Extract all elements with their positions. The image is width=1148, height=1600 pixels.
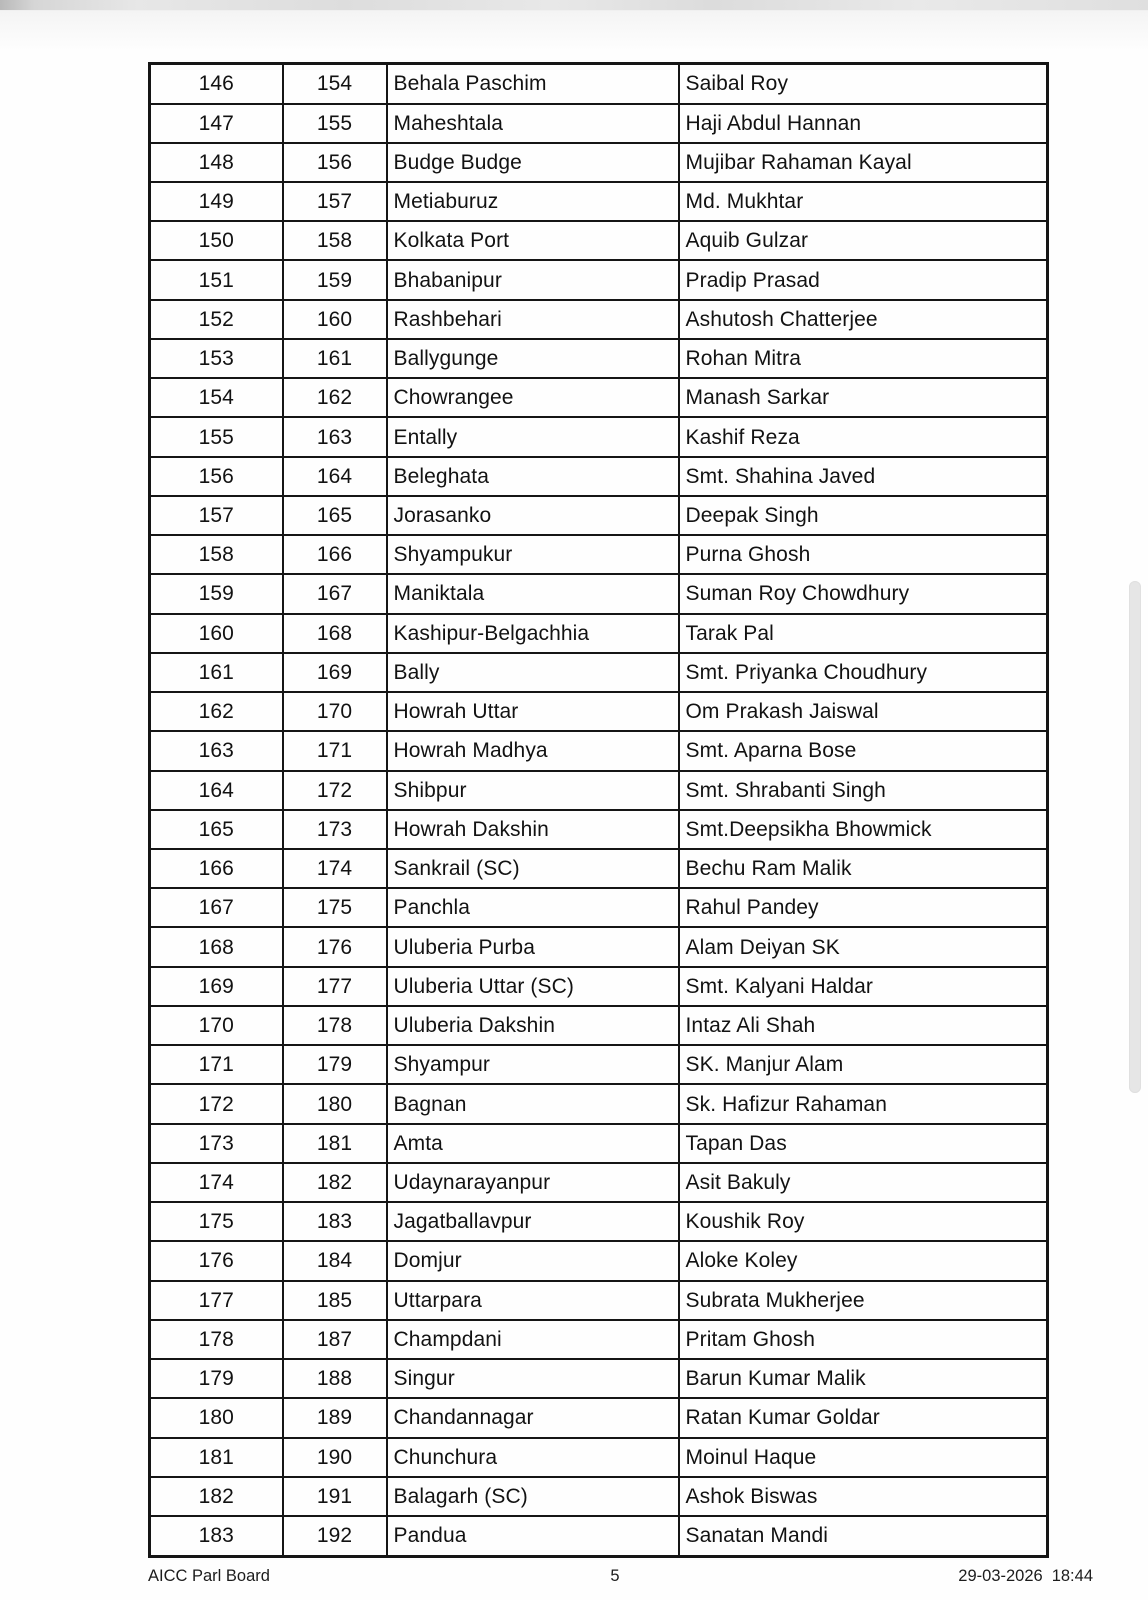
serial-number-cell: 151 — [150, 260, 283, 299]
candidate-cell: Saibal Roy — [679, 64, 1048, 104]
candidate-cell: Sanatan Mandi — [679, 1516, 1048, 1557]
footer-page-number: 5 — [610, 1567, 620, 1585]
page-footer — [0, 1567, 1148, 1589]
candidate-cell: Rahul Pandey — [679, 888, 1048, 927]
ac-number-cell: 177 — [283, 967, 387, 1006]
candidate-cell: Pradip Prasad — [679, 260, 1048, 299]
serial-number-cell: 176 — [150, 1241, 283, 1280]
ac-number-cell: 162 — [283, 378, 387, 417]
constituency-cell: Udaynarayanpur — [387, 1163, 679, 1202]
constituency-cell: Chowrangee — [387, 378, 679, 417]
ac-number-cell: 185 — [283, 1281, 387, 1320]
ac-number-cell: 155 — [283, 104, 387, 143]
table-row — [150, 1281, 1048, 1320]
table-row — [150, 1398, 1048, 1437]
constituency-cell: Chandannagar — [387, 1398, 679, 1437]
table-row — [150, 927, 1048, 966]
table-row — [150, 653, 1048, 692]
ac-number-cell: 190 — [283, 1438, 387, 1477]
table-row — [150, 535, 1048, 574]
footer-datetime — [958, 1567, 1093, 1586]
table-row — [150, 339, 1048, 378]
serial-number-cell: 147 — [150, 104, 283, 143]
footer-time: 18:44 — [1051, 1567, 1093, 1585]
serial-number-cell: 170 — [150, 1006, 283, 1045]
serial-number-cell: 156 — [150, 457, 283, 496]
candidate-cell: Purna Ghosh — [679, 535, 1048, 574]
ac-number-cell: 192 — [283, 1516, 387, 1557]
table-row — [150, 574, 1048, 613]
candidate-table — [148, 62, 1049, 1558]
page-top-shade — [0, 11, 1148, 56]
table-row — [150, 182, 1048, 221]
table-row — [150, 1124, 1048, 1163]
table-row — [150, 614, 1048, 653]
ac-number-cell: 167 — [283, 574, 387, 613]
candidate-cell: Smt. Shrabanti Singh — [679, 771, 1048, 810]
table-row — [150, 300, 1048, 339]
serial-number-cell: 174 — [150, 1163, 283, 1202]
constituency-cell: Domjur — [387, 1241, 679, 1280]
footer-doc-label: AICC Parl Board — [148, 1567, 270, 1585]
constituency-cell: Champdani — [387, 1320, 679, 1359]
constituency-cell: Shyampur — [387, 1045, 679, 1084]
constituency-cell: Uttarpara — [387, 1281, 679, 1320]
candidate-cell: Smt.Deepsikha Bhowmick — [679, 810, 1048, 849]
ac-number-cell: 159 — [283, 260, 387, 299]
table-row — [150, 1163, 1048, 1202]
ac-number-cell: 171 — [283, 731, 387, 770]
candidate-cell: Smt. Aparna Bose — [679, 731, 1048, 770]
vertical-scrollbar-thumb[interactable] — [1129, 581, 1141, 1093]
ac-number-cell: 160 — [283, 300, 387, 339]
constituency-cell: Uluberia Purba — [387, 927, 679, 966]
ac-number-cell: 161 — [283, 339, 387, 378]
candidate-cell: Deepak Singh — [679, 496, 1048, 535]
serial-number-cell: 164 — [150, 771, 283, 810]
constituency-cell: Howrah Dakshin — [387, 810, 679, 849]
ac-number-cell: 163 — [283, 417, 387, 456]
window-top-edge — [0, 0, 1148, 11]
candidate-cell: Sk. Hafizur Rahaman — [679, 1084, 1048, 1123]
candidate-table-body — [150, 64, 1048, 1557]
constituency-cell: Ballygunge — [387, 339, 679, 378]
constituency-cell: Shibpur — [387, 771, 679, 810]
ac-number-cell: 184 — [283, 1241, 387, 1280]
ac-number-cell: 182 — [283, 1163, 387, 1202]
table-row — [150, 1006, 1048, 1045]
ac-number-cell: 157 — [283, 182, 387, 221]
candidate-cell: Ashutosh Chatterjee — [679, 300, 1048, 339]
constituency-cell: Budge Budge — [387, 143, 679, 182]
table-row — [150, 64, 1048, 104]
ac-number-cell: 180 — [283, 1084, 387, 1123]
constituency-cell: Bagnan — [387, 1084, 679, 1123]
candidate-cell: Smt. Kalyani Haldar — [679, 967, 1048, 1006]
table-row — [150, 1438, 1048, 1477]
constituency-cell: Entally — [387, 417, 679, 456]
serial-number-cell: 180 — [150, 1398, 283, 1437]
constituency-cell: Panchla — [387, 888, 679, 927]
constituency-cell: Behala Paschim — [387, 64, 679, 104]
constituency-cell: Sankrail (SC) — [387, 849, 679, 888]
table-row — [150, 692, 1048, 731]
table-row — [150, 849, 1048, 888]
ac-number-cell: 173 — [283, 810, 387, 849]
constituency-cell: Bally — [387, 653, 679, 692]
candidate-cell: Suman Roy Chowdhury — [679, 574, 1048, 613]
ac-number-cell: 158 — [283, 221, 387, 260]
ac-number-cell: 156 — [283, 143, 387, 182]
constituency-cell: Shyampukur — [387, 535, 679, 574]
candidate-cell: Ashok Biswas — [679, 1477, 1048, 1516]
serial-number-cell: 157 — [150, 496, 283, 535]
serial-number-cell: 177 — [150, 1281, 283, 1320]
serial-number-cell: 171 — [150, 1045, 283, 1084]
serial-number-cell: 154 — [150, 378, 283, 417]
serial-number-cell: 155 — [150, 417, 283, 456]
candidate-cell: Alam Deiyan SK — [679, 927, 1048, 966]
serial-number-cell: 150 — [150, 221, 283, 260]
candidate-cell: Aquib Gulzar — [679, 221, 1048, 260]
constituency-cell: Rashbehari — [387, 300, 679, 339]
table-row — [150, 1320, 1048, 1359]
candidate-cell: Moinul Haque — [679, 1438, 1048, 1477]
serial-number-cell: 146 — [150, 64, 283, 104]
constituency-cell: Kashipur-Belgachhia — [387, 614, 679, 653]
constituency-cell: Jagatballavpur — [387, 1202, 679, 1241]
ac-number-cell: 154 — [283, 64, 387, 104]
table-row — [150, 104, 1048, 143]
serial-number-cell: 148 — [150, 143, 283, 182]
candidate-cell: Intaz Ali Shah — [679, 1006, 1048, 1045]
constituency-cell: Pandua — [387, 1516, 679, 1557]
constituency-cell: Beleghata — [387, 457, 679, 496]
serial-number-cell: 159 — [150, 574, 283, 613]
candidate-cell: Barun Kumar Malik — [679, 1359, 1048, 1398]
serial-number-cell: 178 — [150, 1320, 283, 1359]
serial-number-cell: 163 — [150, 731, 283, 770]
serial-number-cell: 161 — [150, 653, 283, 692]
table-row — [150, 1241, 1048, 1280]
table-row — [150, 143, 1048, 182]
serial-number-cell: 181 — [150, 1438, 283, 1477]
serial-number-cell: 167 — [150, 888, 283, 927]
ac-number-cell: 187 — [283, 1320, 387, 1359]
serial-number-cell: 160 — [150, 614, 283, 653]
serial-number-cell: 172 — [150, 1084, 283, 1123]
ac-number-cell: 170 — [283, 692, 387, 731]
serial-number-cell: 183 — [150, 1516, 283, 1557]
ac-number-cell: 179 — [283, 1045, 387, 1084]
table-row — [150, 1084, 1048, 1123]
candidate-cell: Smt. Priyanka Choudhury — [679, 653, 1048, 692]
ac-number-cell: 181 — [283, 1124, 387, 1163]
table-row — [150, 1045, 1048, 1084]
serial-number-cell: 179 — [150, 1359, 283, 1398]
table-row — [150, 457, 1048, 496]
serial-number-cell: 165 — [150, 810, 283, 849]
ac-number-cell: 168 — [283, 614, 387, 653]
table-row — [150, 1477, 1048, 1516]
constituency-cell: Balagarh (SC) — [387, 1477, 679, 1516]
serial-number-cell: 166 — [150, 849, 283, 888]
candidate-cell: Subrata Mukherjee — [679, 1281, 1048, 1320]
candidate-cell: Haji Abdul Hannan — [679, 104, 1048, 143]
constituency-cell: Kolkata Port — [387, 221, 679, 260]
ac-number-cell: 175 — [283, 888, 387, 927]
candidate-cell: Mujibar Rahaman Kayal — [679, 143, 1048, 182]
serial-number-cell: 149 — [150, 182, 283, 221]
ac-number-cell: 169 — [283, 653, 387, 692]
candidate-cell: Pritam Ghosh — [679, 1320, 1048, 1359]
serial-number-cell: 168 — [150, 927, 283, 966]
candidate-cell: SK. Manjur Alam — [679, 1045, 1048, 1084]
candidate-cell: Ratan Kumar Goldar — [679, 1398, 1048, 1437]
table-row — [150, 888, 1048, 927]
serial-number-cell: 162 — [150, 692, 283, 731]
table-row — [150, 1516, 1048, 1557]
serial-number-cell: 173 — [150, 1124, 283, 1163]
ac-number-cell: 166 — [283, 535, 387, 574]
constituency-cell: Jorasanko — [387, 496, 679, 535]
footer-date: 29-03-2026 — [958, 1567, 1043, 1585]
ac-number-cell: 164 — [283, 457, 387, 496]
candidate-cell: Smt. Shahina Javed — [679, 457, 1048, 496]
candidate-cell: Asit Bakuly — [679, 1163, 1048, 1202]
constituency-cell: Bhabanipur — [387, 260, 679, 299]
serial-number-cell: 182 — [150, 1477, 283, 1516]
ac-number-cell: 174 — [283, 849, 387, 888]
candidate-cell: Aloke Koley — [679, 1241, 1048, 1280]
serial-number-cell: 153 — [150, 339, 283, 378]
constituency-cell: Maheshtala — [387, 104, 679, 143]
table-row — [150, 1359, 1048, 1398]
ac-number-cell: 183 — [283, 1202, 387, 1241]
constituency-cell: Amta — [387, 1124, 679, 1163]
ac-number-cell: 191 — [283, 1477, 387, 1516]
constituency-cell: Chunchura — [387, 1438, 679, 1477]
constituency-cell: Howrah Madhya — [387, 731, 679, 770]
table-row — [150, 967, 1048, 1006]
candidate-cell: Bechu Ram Malik — [679, 849, 1048, 888]
candidate-cell: Tarak Pal — [679, 614, 1048, 653]
table-row — [150, 1202, 1048, 1241]
serial-number-cell: 158 — [150, 535, 283, 574]
serial-number-cell: 152 — [150, 300, 283, 339]
constituency-cell: Metiaburuz — [387, 182, 679, 221]
candidate-cell: Om Prakash Jaiswal — [679, 692, 1048, 731]
constituency-cell: Maniktala — [387, 574, 679, 613]
constituency-cell: Howrah Uttar — [387, 692, 679, 731]
candidate-cell: Kashif Reza — [679, 417, 1048, 456]
table-row — [150, 378, 1048, 417]
ac-number-cell: 189 — [283, 1398, 387, 1437]
table-row — [150, 221, 1048, 260]
candidate-cell: Tapan Das — [679, 1124, 1048, 1163]
ac-number-cell: 165 — [283, 496, 387, 535]
candidate-cell: Koushik Roy — [679, 1202, 1048, 1241]
table-row — [150, 417, 1048, 456]
serial-number-cell: 175 — [150, 1202, 283, 1241]
constituency-cell: Singur — [387, 1359, 679, 1398]
candidate-cell: Manash Sarkar — [679, 378, 1048, 417]
constituency-cell: Uluberia Dakshin — [387, 1006, 679, 1045]
ac-number-cell: 172 — [283, 771, 387, 810]
candidate-cell: Md. Mukhtar — [679, 182, 1048, 221]
serial-number-cell: 169 — [150, 967, 283, 1006]
ac-number-cell: 178 — [283, 1006, 387, 1045]
table-row — [150, 810, 1048, 849]
table-row — [150, 731, 1048, 770]
table-row — [150, 771, 1048, 810]
constituency-cell: Uluberia Uttar (SC) — [387, 967, 679, 1006]
table-row — [150, 496, 1048, 535]
ac-number-cell: 188 — [283, 1359, 387, 1398]
table-row — [150, 260, 1048, 299]
candidate-cell: Rohan Mitra — [679, 339, 1048, 378]
ac-number-cell: 176 — [283, 927, 387, 966]
